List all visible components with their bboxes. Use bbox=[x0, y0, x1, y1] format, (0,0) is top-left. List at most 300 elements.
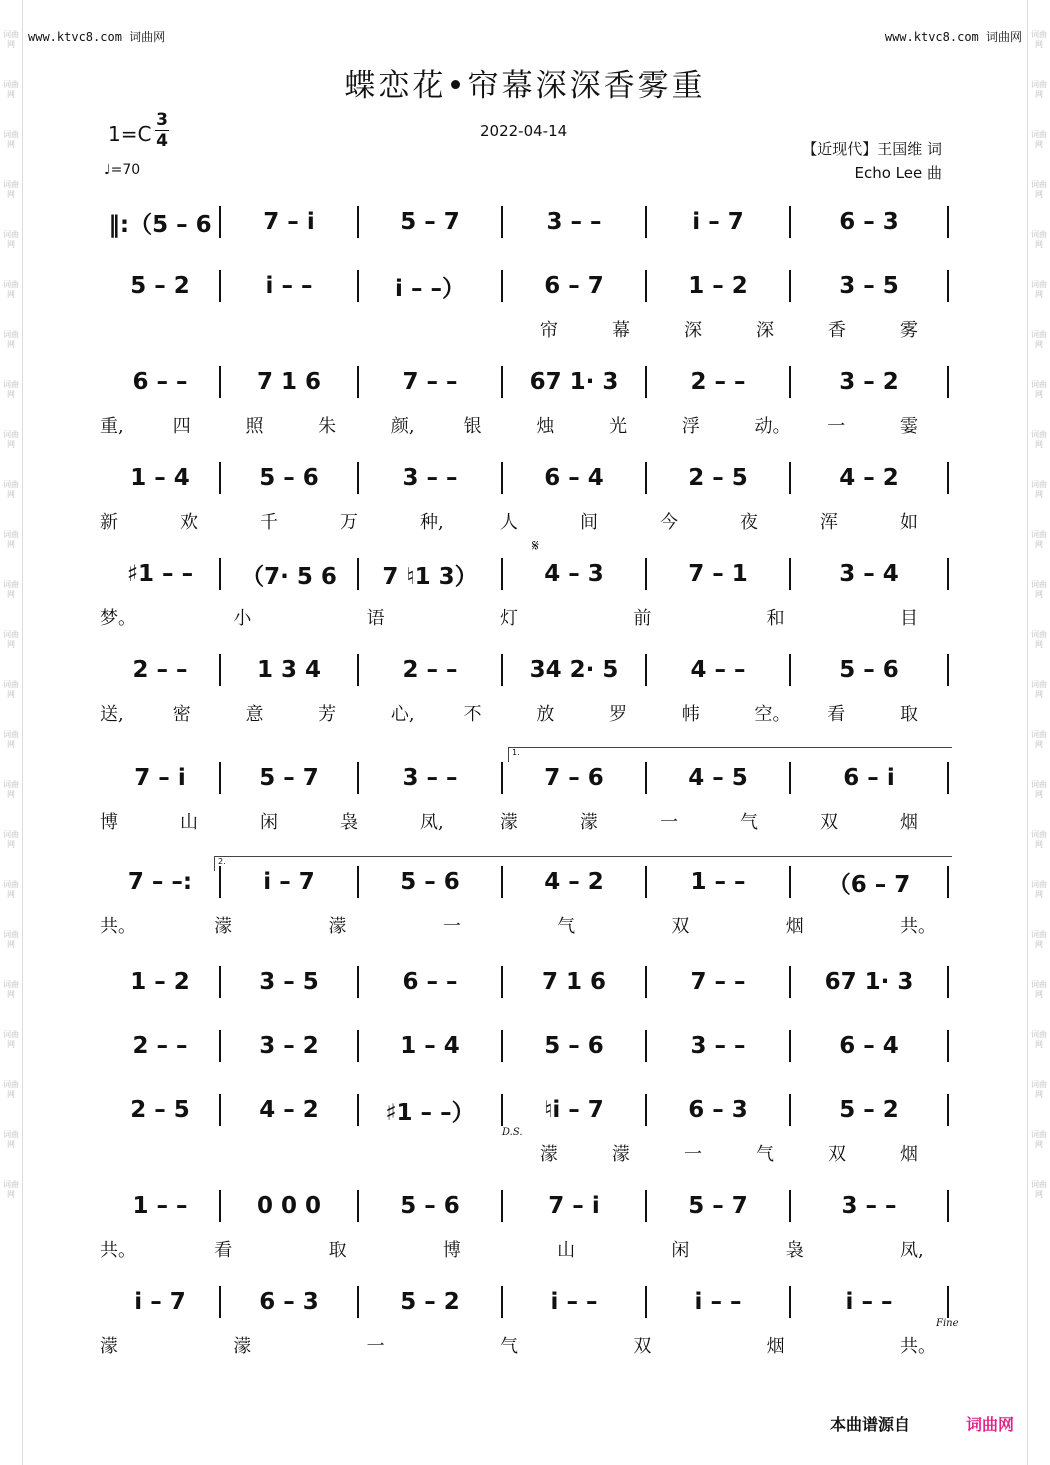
barline bbox=[947, 762, 949, 794]
measure: 6 – 3 bbox=[259, 1289, 319, 1315]
song-title: 蝶恋花•帘幕深深香雾重 bbox=[344, 68, 706, 104]
lyric-syllable: 共。 bbox=[900, 1336, 936, 1357]
barline bbox=[789, 270, 791, 302]
barline bbox=[789, 1030, 791, 1062]
side-watermark-text: 词曲网 bbox=[3, 380, 19, 399]
barline bbox=[789, 966, 791, 998]
lyric-syllable: 今 bbox=[660, 512, 678, 533]
measure: （7· 5 6 bbox=[241, 563, 337, 590]
barline bbox=[947, 654, 949, 686]
lyric-syllable: 濛 bbox=[580, 812, 598, 833]
lyric-syllable: 双 bbox=[671, 916, 690, 937]
lyric-syllable: 新 bbox=[100, 512, 118, 533]
lyric-syllable: 人 bbox=[500, 512, 518, 533]
side-watermark-text: 词曲网 bbox=[1031, 980, 1047, 999]
lyric-syllable: 共。 bbox=[100, 916, 136, 937]
measure: 3 – – bbox=[402, 465, 458, 491]
side-watermark-text: 词曲网 bbox=[1031, 630, 1047, 649]
measure: 6 – 3 bbox=[839, 209, 899, 235]
barline bbox=[501, 762, 503, 794]
lyric-syllable: 气 bbox=[740, 812, 758, 833]
measure: 5 – 7 bbox=[688, 1193, 748, 1219]
side-watermark-text: 词曲网 bbox=[3, 30, 19, 49]
side-watermark-text: 词曲网 bbox=[1031, 130, 1047, 149]
lyric-syllable: 濛 bbox=[328, 916, 347, 937]
lyric-syllable: 濛 bbox=[500, 812, 518, 833]
measure: 7 – i bbox=[263, 209, 315, 235]
score-row bbox=[100, 650, 950, 690]
barline bbox=[501, 366, 503, 398]
measure: 7 – 6 bbox=[544, 765, 604, 791]
barline bbox=[357, 1190, 359, 1222]
measure: 4 – – bbox=[690, 657, 746, 683]
composer-credit: Echo Lee 曲 bbox=[854, 164, 942, 182]
score-row bbox=[100, 1090, 950, 1130]
barline bbox=[357, 1094, 359, 1126]
barline bbox=[501, 1286, 503, 1318]
side-watermark-text: 词曲网 bbox=[3, 680, 19, 699]
barline bbox=[357, 206, 359, 238]
lyric-syllable: 梦。 bbox=[100, 608, 136, 629]
lyric-syllable: 一 bbox=[684, 1144, 702, 1165]
barline bbox=[501, 1030, 503, 1062]
segno-sign: 𝄋 bbox=[532, 536, 539, 555]
lyric-syllable: 气 bbox=[756, 1144, 774, 1165]
lyric-syllable: 密 bbox=[172, 704, 191, 725]
measure: i – 7 bbox=[692, 209, 744, 235]
lyric-line bbox=[100, 1332, 936, 1358]
side-watermark-text: 词曲网 bbox=[3, 1030, 19, 1049]
measure: 7 1 6 bbox=[541, 969, 607, 995]
lyric-syllable: 幕 bbox=[612, 320, 630, 341]
side-watermark-text: 词曲网 bbox=[3, 230, 19, 249]
side-watermark-text: 词曲网 bbox=[3, 980, 19, 999]
lyric-syllable: 雾 bbox=[900, 320, 918, 341]
side-watermark-text: 词曲网 bbox=[3, 930, 19, 949]
lyric-syllable: 霎 bbox=[900, 416, 918, 437]
lyric-syllable: 闲 bbox=[671, 1240, 690, 1261]
lyric-line bbox=[100, 508, 920, 534]
side-watermark-text: 词曲网 bbox=[3, 80, 19, 99]
side-watermark-text: 词曲网 bbox=[3, 180, 19, 199]
side-watermark-text: 词曲网 bbox=[1031, 680, 1047, 699]
measure: 2 – 5 bbox=[688, 465, 748, 491]
measure: 3 – – bbox=[402, 765, 458, 791]
barline bbox=[645, 1094, 647, 1126]
lyric-syllable: 语 bbox=[366, 608, 385, 629]
barline bbox=[789, 1190, 791, 1222]
measure: 7 – 1 bbox=[688, 561, 748, 587]
barline bbox=[789, 654, 791, 686]
lyric-line bbox=[100, 316, 920, 342]
measure: 3 – 5 bbox=[259, 969, 319, 995]
measure: 2 – – bbox=[690, 369, 746, 395]
barline bbox=[947, 462, 949, 494]
score-row bbox=[100, 1026, 950, 1066]
measure: 2 – 5 bbox=[130, 1097, 190, 1123]
measure: i – – bbox=[694, 1289, 742, 1315]
lyric-line bbox=[100, 1140, 920, 1166]
barline bbox=[645, 762, 647, 794]
left-watermark-strip bbox=[0, 0, 23, 1465]
measure: 5 – 6 bbox=[400, 1193, 460, 1219]
time-signature-top: 3 bbox=[156, 110, 168, 130]
barline bbox=[645, 206, 647, 238]
lyric-syllable: 罗 bbox=[609, 704, 628, 725]
score-row bbox=[100, 202, 950, 242]
lyric-syllable: 烟 bbox=[900, 812, 918, 833]
lyric-syllable: 濛 bbox=[233, 1336, 252, 1357]
side-watermark-text: 词曲网 bbox=[3, 730, 19, 749]
measure: 67 1· 3 bbox=[529, 369, 619, 395]
measure: 3 – 5 bbox=[839, 273, 899, 299]
lyric-syllable: 动。 bbox=[754, 416, 791, 437]
lyric-syllable: 取 bbox=[328, 1240, 347, 1261]
score-row bbox=[100, 1186, 950, 1226]
lyric-line bbox=[100, 604, 920, 630]
date: 2022-04-14 bbox=[480, 122, 568, 140]
measure: 1 – – bbox=[690, 869, 746, 895]
score-row bbox=[100, 458, 950, 498]
barline bbox=[501, 270, 503, 302]
lyric-syllable: 取 bbox=[900, 704, 918, 725]
lyric-syllable: 一 bbox=[366, 1336, 385, 1357]
lyric-syllable: 博 bbox=[100, 812, 118, 833]
lyric-syllable: 濛 bbox=[540, 1144, 558, 1165]
side-watermark-text: 词曲网 bbox=[3, 130, 19, 149]
barline bbox=[501, 966, 503, 998]
barline bbox=[357, 1286, 359, 1318]
lyric-syllable: 气 bbox=[557, 916, 576, 937]
measure: 4 – 2 bbox=[839, 465, 899, 491]
barline bbox=[645, 558, 647, 590]
side-watermark-text: 词曲网 bbox=[1031, 80, 1047, 99]
lyric-syllable: 重, bbox=[100, 416, 124, 437]
lyric-syllable: 千 bbox=[260, 512, 278, 533]
barline bbox=[947, 1030, 949, 1062]
barline bbox=[219, 762, 221, 794]
lyric-syllable: 烟 bbox=[900, 1144, 918, 1165]
lyric-syllable: 灯 bbox=[500, 608, 518, 629]
side-watermark-text: 词曲网 bbox=[3, 780, 19, 799]
barline bbox=[645, 1030, 647, 1062]
score-row bbox=[100, 554, 950, 594]
barline bbox=[947, 366, 949, 398]
lyric-syllable: 共。 bbox=[900, 916, 936, 937]
measure: 2 – – bbox=[402, 657, 458, 683]
barline bbox=[789, 1286, 791, 1318]
side-watermark-text: 词曲网 bbox=[1031, 180, 1047, 199]
lyric-syllable: 凤, bbox=[420, 812, 444, 833]
measure: 4 – 2 bbox=[259, 1097, 319, 1123]
lyric-syllable: 空。 bbox=[754, 704, 791, 725]
barline bbox=[947, 206, 949, 238]
barline bbox=[645, 1190, 647, 1222]
measure: 7 – – bbox=[690, 969, 746, 995]
side-watermark-text: 词曲网 bbox=[1031, 530, 1047, 549]
measure: 7 – – bbox=[402, 369, 458, 395]
barline bbox=[645, 654, 647, 686]
lyric-syllable: 万 bbox=[340, 512, 358, 533]
barline bbox=[947, 558, 949, 590]
time-signature-bottom: 4 bbox=[156, 131, 168, 151]
barline bbox=[357, 558, 359, 590]
measure: 5 – 2 bbox=[400, 1289, 460, 1315]
measure: 5 – 6 bbox=[839, 657, 899, 683]
measure: 2 – – bbox=[132, 657, 188, 683]
lyric-syllable: 和 bbox=[766, 608, 785, 629]
measure: 7 – –: bbox=[127, 869, 193, 895]
lyric-syllable: 四 bbox=[172, 416, 191, 437]
score-row bbox=[100, 962, 950, 1002]
key-signature: 1=C bbox=[108, 122, 152, 146]
watermark-url-right: www.ktvc8.com 词曲网 bbox=[884, 30, 1022, 44]
lyric-syllable: 欢 bbox=[180, 512, 198, 533]
right-watermark-strip bbox=[1027, 0, 1050, 1465]
lyric-syllable: 芳 bbox=[318, 704, 337, 725]
measure: 5 – 7 bbox=[400, 209, 460, 235]
barline bbox=[645, 270, 647, 302]
volta-1-label: 1. bbox=[512, 748, 520, 757]
lyric-syllable: 目 bbox=[900, 608, 918, 629]
measure: ♯1 – – bbox=[126, 561, 194, 587]
lyric-syllable: 一 bbox=[660, 812, 678, 833]
barline bbox=[789, 366, 791, 398]
side-watermark-text: 词曲网 bbox=[1031, 580, 1047, 599]
measure: 3 – 4 bbox=[839, 561, 899, 587]
volta-2-label: 2. bbox=[218, 857, 226, 866]
lyric-line bbox=[100, 700, 920, 726]
lyric-syllable: 双 bbox=[820, 812, 838, 833]
measure: 2 – – bbox=[132, 1033, 188, 1059]
barline bbox=[357, 966, 359, 998]
side-watermark-text: 词曲网 bbox=[1031, 280, 1047, 299]
measure: 3 – 2 bbox=[839, 369, 899, 395]
measure: 1 – 2 bbox=[688, 273, 748, 299]
side-watermark-text: 词曲网 bbox=[1031, 430, 1047, 449]
measure: i – –） bbox=[395, 275, 465, 302]
measure: 7 ♮1 3） bbox=[382, 563, 478, 590]
lyric-line bbox=[100, 808, 920, 834]
fine-marking: Fine bbox=[936, 1318, 959, 1329]
measure: 6 – 4 bbox=[839, 1033, 899, 1059]
lyric-syllable: 气 bbox=[500, 1336, 518, 1357]
score-row bbox=[100, 266, 950, 306]
lyric-syllable: 放 bbox=[536, 704, 555, 725]
measure: i – 7 bbox=[263, 869, 315, 895]
barline bbox=[947, 1094, 949, 1126]
barline bbox=[501, 1094, 503, 1126]
side-watermark-text: 词曲网 bbox=[3, 1080, 19, 1099]
lyric-syllable: 小 bbox=[233, 608, 252, 629]
measure: 6 – – bbox=[402, 969, 458, 995]
lyric-syllable: 共。 bbox=[100, 1240, 136, 1261]
side-watermark-text: 词曲网 bbox=[3, 530, 19, 549]
lyric-syllable: 濛 bbox=[612, 1144, 630, 1165]
measure: 1 – – bbox=[132, 1193, 188, 1219]
measure: 3 – 2 bbox=[259, 1033, 319, 1059]
side-watermark-text: 词曲网 bbox=[3, 1180, 19, 1199]
measure: 3 – – bbox=[690, 1033, 746, 1059]
lyric-syllable: 银 bbox=[463, 416, 482, 437]
measure: 5 – 7 bbox=[259, 765, 319, 791]
barline bbox=[645, 966, 647, 998]
measure: 6 – i bbox=[843, 765, 895, 791]
measure: 1 – 4 bbox=[400, 1033, 460, 1059]
side-watermark-text: 词曲网 bbox=[1031, 230, 1047, 249]
lyricist-credit: 【近现代】王国维 词 bbox=[802, 140, 942, 158]
barline bbox=[357, 366, 359, 398]
barline bbox=[219, 1094, 221, 1126]
side-watermark-text: 词曲网 bbox=[1031, 480, 1047, 499]
barline bbox=[645, 1286, 647, 1318]
lyric-syllable: 帏 bbox=[681, 704, 700, 725]
lyric-syllable: 香 bbox=[828, 320, 846, 341]
lyric-syllable: 濛 bbox=[100, 1336, 118, 1357]
lyric-syllable: 心, bbox=[390, 704, 415, 725]
lyric-syllable: 种, bbox=[420, 512, 444, 533]
score-row bbox=[100, 1282, 950, 1322]
lyric-syllable: 看 bbox=[214, 1240, 233, 1261]
side-watermark-text: 词曲网 bbox=[1031, 30, 1047, 49]
ds-marking: D.S. bbox=[502, 1127, 523, 1138]
side-watermark-text: 词曲网 bbox=[3, 330, 19, 349]
barline bbox=[947, 1286, 949, 1318]
barline bbox=[789, 462, 791, 494]
barline bbox=[219, 966, 221, 998]
watermark-url-left: www.ktvc8.com 词曲网 bbox=[28, 30, 166, 44]
barline bbox=[947, 1190, 949, 1222]
lyric-syllable: 颜, bbox=[390, 416, 415, 437]
measure: 7 – i bbox=[134, 765, 186, 791]
barline bbox=[789, 762, 791, 794]
barline bbox=[357, 1030, 359, 1062]
measure: ‖:（5 – 6 bbox=[108, 211, 212, 238]
measure: 7 1 6 bbox=[256, 369, 322, 395]
side-watermark-text: 词曲网 bbox=[3, 430, 19, 449]
time-signature bbox=[155, 110, 169, 151]
measure: ♯1 – –） bbox=[385, 1099, 475, 1126]
measure: ♮i – 7 bbox=[544, 1097, 604, 1123]
lyric-syllable: 双 bbox=[828, 1144, 846, 1165]
lyric-syllable: 烟 bbox=[766, 1336, 785, 1357]
lyric-syllable: 闲 bbox=[260, 812, 278, 833]
barline bbox=[947, 270, 949, 302]
score-row bbox=[100, 362, 950, 402]
barline bbox=[501, 558, 503, 590]
side-watermark-text: 词曲网 bbox=[3, 1130, 19, 1149]
measure: i – – bbox=[550, 1289, 598, 1315]
side-watermark-text: 词曲网 bbox=[3, 280, 19, 299]
volta-1-bracket bbox=[508, 747, 952, 762]
barline bbox=[501, 206, 503, 238]
barline bbox=[357, 654, 359, 686]
lyric-line bbox=[100, 412, 920, 438]
side-watermark-text: 词曲网 bbox=[3, 830, 19, 849]
side-watermark-text: 词曲网 bbox=[1031, 880, 1047, 899]
lyric-syllable: 烟 bbox=[785, 916, 804, 937]
measure: 3 – – bbox=[546, 209, 602, 235]
measure: 1 – 2 bbox=[130, 969, 190, 995]
barline bbox=[357, 462, 359, 494]
barline bbox=[789, 206, 791, 238]
lyric-syllable: 间 bbox=[580, 512, 598, 533]
lyric-syllable: 朱 bbox=[318, 416, 337, 437]
barline bbox=[219, 1030, 221, 1062]
side-watermark-text: 词曲网 bbox=[1031, 830, 1047, 849]
barline bbox=[645, 366, 647, 398]
measure: i – – bbox=[265, 273, 313, 299]
lyric-syllable: 光 bbox=[609, 416, 628, 437]
side-watermark-text: 词曲网 bbox=[1031, 1080, 1047, 1099]
side-watermark-text: 词曲网 bbox=[3, 580, 19, 599]
barline bbox=[219, 270, 221, 302]
lyric-line bbox=[100, 1236, 924, 1262]
barline bbox=[501, 1190, 503, 1222]
side-watermark-text: 词曲网 bbox=[3, 480, 19, 499]
barline bbox=[501, 654, 503, 686]
lyric-syllable: 不 bbox=[463, 704, 482, 725]
measure: 3 – – bbox=[841, 1193, 897, 1219]
measure: 1 3 4 bbox=[256, 657, 322, 683]
measure: 5 – 2 bbox=[839, 1097, 899, 1123]
barline bbox=[219, 1286, 221, 1318]
measure: 4 – 3 bbox=[544, 561, 604, 587]
barline bbox=[947, 966, 949, 998]
measure: i – – bbox=[845, 1289, 893, 1315]
measure: 6 – 7 bbox=[544, 273, 604, 299]
measure: i – 7 bbox=[134, 1289, 186, 1315]
barline bbox=[645, 462, 647, 494]
side-watermark-text: 词曲网 bbox=[3, 880, 19, 899]
measure: 5 – 2 bbox=[130, 273, 190, 299]
barline bbox=[357, 762, 359, 794]
barline bbox=[219, 206, 221, 238]
lyric-syllable: 一 bbox=[827, 416, 846, 437]
measure: 34 2· 5 bbox=[529, 657, 619, 683]
lyric-syllable: 博 bbox=[442, 1240, 461, 1261]
lyric-syllable: 如 bbox=[900, 512, 918, 533]
score-row bbox=[100, 758, 950, 798]
side-watermark-text: 词曲网 bbox=[1031, 1180, 1047, 1199]
lyric-syllable: 烛 bbox=[536, 416, 555, 437]
tempo-marking: ♩=70 bbox=[104, 162, 141, 178]
side-watermark-text: 词曲网 bbox=[3, 630, 19, 649]
lyric-syllable: 山 bbox=[180, 812, 198, 833]
lyric-syllable: 深 bbox=[684, 320, 702, 341]
measure: 5 – 6 bbox=[400, 869, 460, 895]
lyric-syllable: 山 bbox=[557, 1240, 576, 1261]
barline bbox=[357, 270, 359, 302]
side-watermark-text: 词曲网 bbox=[1031, 930, 1047, 949]
side-watermark-text: 词曲网 bbox=[1031, 1130, 1047, 1149]
measure: 1 – 4 bbox=[130, 465, 190, 491]
side-watermark-text: 词曲网 bbox=[1031, 1030, 1047, 1049]
lyric-syllable: 夜 bbox=[740, 512, 758, 533]
barline bbox=[219, 1190, 221, 1222]
measure: 4 – 2 bbox=[544, 869, 604, 895]
measure: 6 – 3 bbox=[688, 1097, 748, 1123]
lyric-syllable: 双 bbox=[633, 1336, 652, 1357]
site-link[interactable]: 词曲网 bbox=[965, 1415, 1014, 1434]
measure: 6 – – bbox=[132, 369, 188, 395]
barline bbox=[219, 654, 221, 686]
lyric-syllable: 深 bbox=[756, 320, 774, 341]
lyric-syllable: 送, bbox=[100, 704, 124, 725]
volta-2-bracket bbox=[214, 856, 952, 871]
side-watermark-text: 词曲网 bbox=[1031, 380, 1047, 399]
barline bbox=[219, 462, 221, 494]
